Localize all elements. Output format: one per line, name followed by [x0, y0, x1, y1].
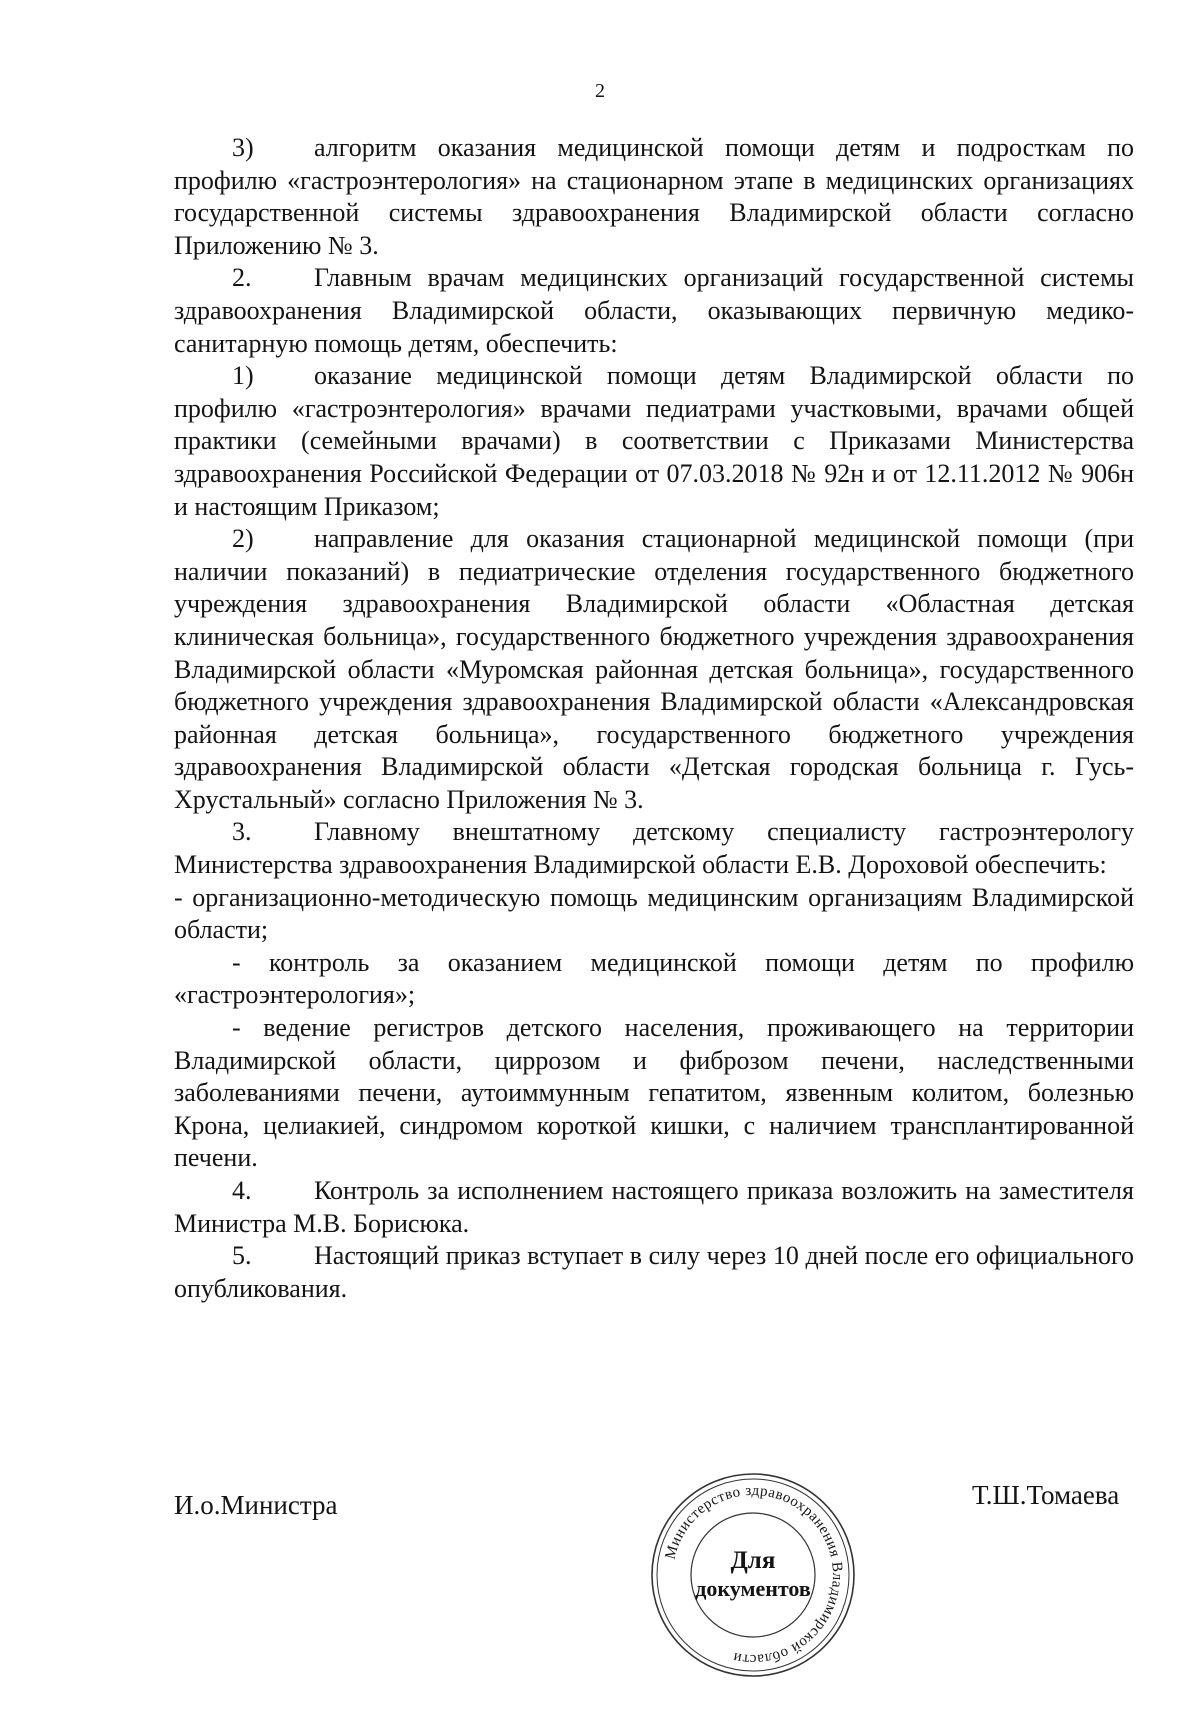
paragraph-text: Контроль за исполнением настоящего приказа возложить на заместителя Министра М.В. Борисюка. [174, 1176, 1134, 1238]
paragraph-text: - ведение регистров детского населения, проживающего на территории Владимирской области, циррозом и фиброзом печени, наследственными заболеваниями печени, аутоиммунным гепатитом, язвенным колитом, болезнью Крона, целиакией, синдромом короткой кишки, с наличием трансплантированной печени. [174, 1013, 1134, 1173]
signatory-title: И.о.Министра [174, 1490, 338, 1520]
paragraph-number: 3. [232, 817, 252, 847]
paragraph-text: - контроль за оказанием медицинской помощи детям по профилю «гастроэнтерология»; [174, 947, 1134, 1010]
paragraph-number: 1) [232, 361, 254, 391]
paragraph-text: Настоящий приказ вступает в силу через 10 дней после его официального опубликования. [174, 1241, 1134, 1303]
bullet-control [174, 947, 1134, 1012]
ministry-seal-stamp [648, 1470, 858, 1680]
paragraph-number: 2. [232, 263, 252, 293]
seal-outer-circle [652, 1474, 854, 1676]
seal-outer-ring-inner [657, 1479, 849, 1671]
paragraph-2-chief-doctors [174, 262, 1134, 360]
document-body [174, 132, 1134, 1305]
seal-center-text-1: Для [730, 1547, 776, 1574]
bullet-registers [174, 1012, 1134, 1175]
paragraph-4-control [174, 1175, 1134, 1240]
paragraph-text: Главному внештатному детскому специалисту гастроэнтерологу Министерства здравоохранения Владимирской области Е.В. Дороховой обеспечить: [174, 817, 1134, 880]
paragraph-text: оказание медицинской помощи детям Владимирской области по профилю «гастроэнтерология» врачами педиатрами участковыми, врачами общей практики (семейными врачами) в соответствии с Приказами Министерства здравоохранения Российской Федерации от 07.03.2018 № 92н и от 12.11.2012 № 906н и настоящим Приказом; [174, 361, 1134, 521]
paragraph-3-specialist [174, 816, 1134, 881]
page-number: 2 [595, 80, 605, 102]
seal-inner-circle [691, 1513, 815, 1637]
bullet-methodical-help [174, 882, 1134, 947]
paragraph-number: 3) [232, 133, 254, 162]
paragraph-3-algorithm [174, 132, 1134, 262]
seal-ring-text: Министерство здравоохранения Владимирской области [662, 1482, 846, 1668]
paragraph-text: направление для оказания стационарной медицинской помощи (при наличии показаний) в педиатрические отделения государственного бюджетного учреждения здравоохранения Владимирской области «Областная детская клиническая больница», государственного бюджетного учреждения здравоохранения Владимирской области «Муромская районная детская больница», государственного бюджетного учреждения здравоохранения Владимирской области «Александровская районная детская больница», государственного бюджетного учреждения здравоохранения Владимирской области «Детская городская больница г. Гусь-Хрустальный» согласно Приложения № 3. [174, 524, 1134, 814]
paragraph-2-referral [174, 523, 1134, 816]
signature-block [0, 1470, 1200, 1680]
paragraph-number: 2) [232, 524, 254, 554]
signatory-name: Т.Ш.Томаева [972, 1480, 1120, 1510]
paragraph-number: 5. [232, 1241, 252, 1271]
paragraph-text: алгоритм оказания медицинской помощи детям и подросткам по профилю «гастроэнтерология» на стационарном этапе в медицинских организациях государственной системы здравоохранения Владимирской области согласно Приложению № 3. [174, 133, 1134, 260]
paragraph-number: 4. [232, 1176, 252, 1205]
paragraph-text: Главным врачам медицинских организаций государственной системы здравоохранения Владимирской области, оказывающих первичную медико-санитарную помощь детям, обеспечить: [174, 263, 1134, 358]
seal-center-text-2: документов [695, 1576, 811, 1601]
paragraph-1-provision [174, 360, 1134, 523]
paragraph-5-effect [174, 1240, 1134, 1305]
paragraph-text: - организационно-методическую помощь медицинским организациям Владимирской области; [174, 882, 1134, 945]
